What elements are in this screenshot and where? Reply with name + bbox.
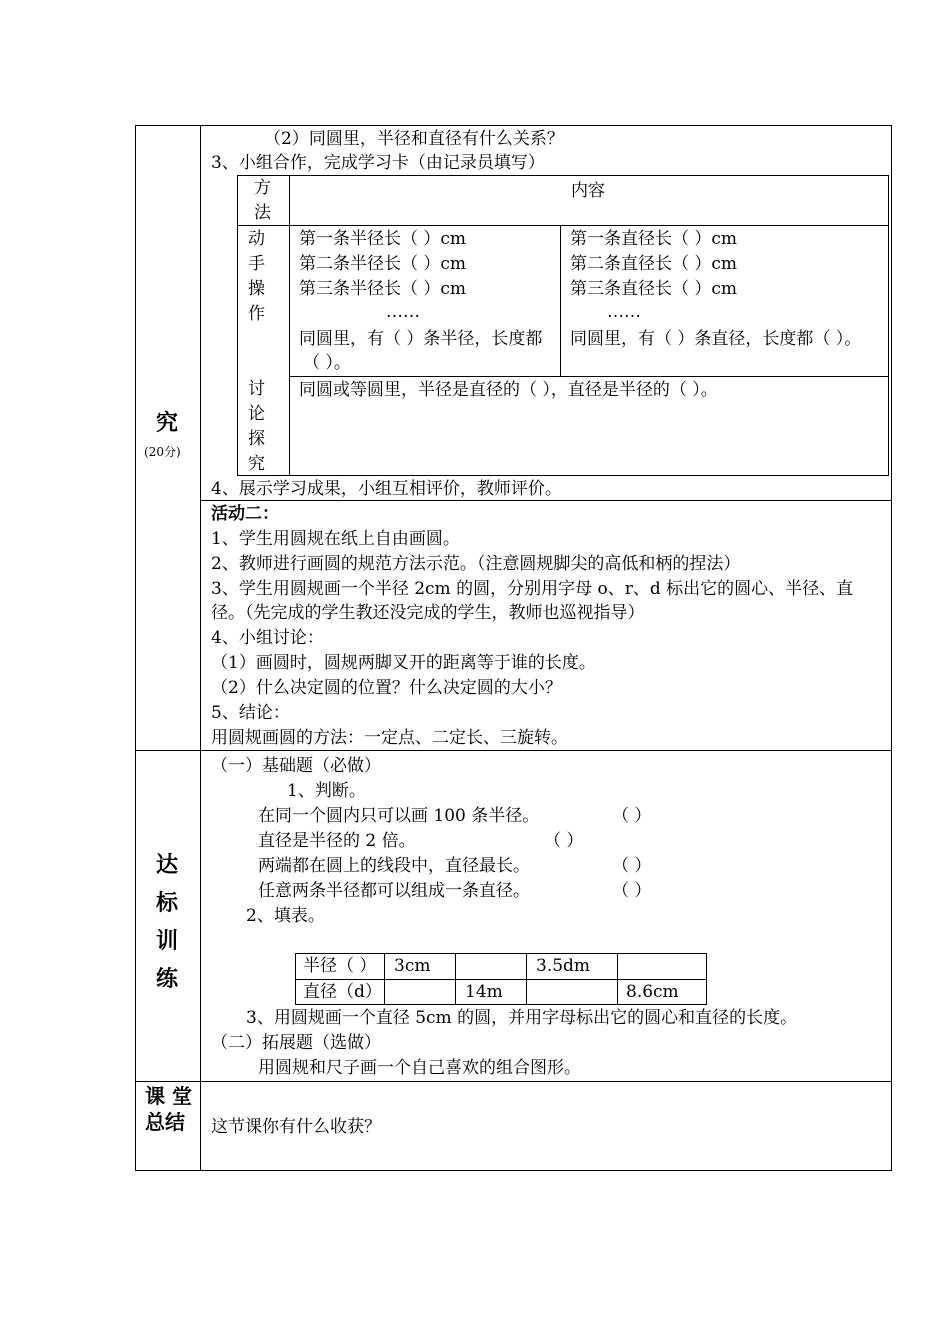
fill-table-col-4	[617, 953, 618, 1005]
activity2-line-4: 径。（先完成的学生教还没完成的学生，教师也巡视指导）	[211, 603, 645, 623]
summary-label: 课 堂 总结	[145, 1084, 192, 1134]
step-4: 4、展示学习成果，小组互相评价，教师评价。	[211, 479, 562, 499]
judge-item-4: 任意两条半径都可以组成一条直径。	[258, 881, 530, 901]
divider-summary	[135, 1081, 892, 1082]
diameter-conclusion: 同圆里，有（ ）条直径，长度都（ ）。	[570, 329, 862, 349]
fill-table-col-0	[295, 953, 296, 1005]
card-top-border	[237, 175, 889, 176]
card-discuss-divider	[289, 376, 889, 377]
radius-line-2: 第二条半径长（ ）cm	[299, 254, 467, 274]
fill-cell-r2c1: 直径（d）	[303, 982, 382, 1002]
discuss-label: 讨 论 探 究	[248, 379, 265, 474]
card-method-header: 方 法	[254, 178, 271, 223]
fill-table-col-5	[706, 953, 707, 1005]
question-3: 3、用圆规画一个直径 5cm 的圆，并用字母标出它的圆心和直径的长度。	[246, 1008, 798, 1028]
radius-line-1: 第一条半径长（ ）cm	[299, 229, 467, 249]
activity2-line-5: 4、小组讨论：	[211, 628, 324, 648]
fill-cell-r2c3: 14m	[465, 982, 503, 1002]
training-label: 达 标 训 练	[156, 852, 179, 992]
outer-right-border	[891, 125, 892, 1171]
judge-mark-3: （ ）	[612, 856, 652, 876]
diameter-line-3: 第三条直径长（ ）cm	[570, 279, 738, 299]
discuss-text: 同圆或等圆里，半径是直径的（ ），直径是半径的（ ）。	[299, 380, 718, 400]
extension-text: 用圆规和尺子画一个自己喜欢的组合图形。	[258, 1058, 581, 1078]
judge-mark-4: （ ）	[612, 881, 652, 901]
judge-mark-1: （ ）	[612, 806, 652, 826]
activity2-title: 活动二：	[211, 504, 279, 524]
outer-top-border	[135, 125, 892, 126]
diameter-line-2: 第二条直径长（ ）cm	[570, 254, 738, 274]
activity2-line-3: 3、学生用圆规画一个半径 2cm 的圆，分别用字母 o、r、d 标出它的圆心、半径、直	[211, 579, 854, 599]
hands-on-label: 动 手 操 作	[248, 229, 265, 324]
radius-line-3: 第三条半径长（ ）cm	[299, 279, 467, 299]
activity2-line-2: 2、教师进行画圆的规范方法示范。（注意圆规脚尖的高低和柄的捏法）	[211, 554, 741, 574]
judge-item-2: 直径是半径的 2 倍。	[258, 831, 416, 851]
question-2: （2）同圆里，半径和直径有什么关系？	[264, 129, 564, 149]
fill-title: 2、填表。	[246, 906, 325, 926]
step-3: 3、小组合作，完成学习卡（由记录员填写）	[211, 153, 545, 173]
card-left-border	[237, 175, 238, 476]
activity2-line-1: 1、学生用圆规在纸上自由画圆。	[211, 529, 460, 549]
activity2-line-9: 用圆规画圆的方法：一定点、二定长、三旋转。	[211, 728, 568, 748]
diameter-ellipsis: ……	[607, 302, 641, 322]
outer-bottom-border	[135, 1170, 892, 1171]
fill-cell-r1c4: 3.5dm	[536, 956, 591, 976]
section-label-jiu: 究	[156, 410, 179, 436]
diameter-line-1: 第一条直径长（ ）cm	[570, 229, 738, 249]
radius-conclusion-1: 同圆里，有（ ）条半径，长度都	[299, 329, 543, 349]
extension-title: （二）拓展题（选做）	[211, 1033, 381, 1053]
fill-cell-r1c2: 3cm	[394, 956, 431, 976]
fill-cell-r2c5: 8.6cm	[626, 982, 679, 1002]
judge-item-1: 在同一个圆内只可以画 100 条半径。	[258, 806, 540, 826]
fill-table-col-1	[384, 953, 385, 1005]
card-right-border	[888, 175, 889, 476]
radius-ellipsis: ……	[386, 302, 420, 322]
label-column-divider	[200, 125, 201, 1171]
card-content-header: 内容	[571, 181, 605, 201]
fill-table-col-3	[526, 953, 527, 1005]
activity2-line-7: （2）什么决定圆的位置？什么决定圆的大小？	[211, 678, 562, 698]
activity2-line-8: 5、结论：	[211, 703, 290, 723]
radius-conclusion-2: （ ）。	[303, 353, 351, 373]
activity2-line-6: （1）画圆时，圆规两脚叉开的距离等于谁的长度。	[211, 653, 596, 673]
summary-question: 这节课你有什么收获？	[211, 1117, 381, 1137]
card-header-divider	[237, 225, 889, 226]
judge-item-3: 两端都在圆上的线段中，直径最长。	[258, 856, 530, 876]
outer-left-border	[135, 125, 136, 1171]
judge-mark-2: （ ）	[544, 831, 584, 851]
card-content-split	[560, 225, 561, 377]
card-method-divider	[289, 175, 290, 476]
basic-title: （一）基础题（必做）	[211, 756, 381, 776]
fill-table-col-2	[455, 953, 456, 1005]
judge-title: 1、判断。	[287, 781, 366, 801]
fill-cell-r1c1: 半径（ ）	[303, 956, 377, 976]
card-bottom-border	[237, 475, 889, 476]
section-score: (20分)	[144, 445, 181, 459]
